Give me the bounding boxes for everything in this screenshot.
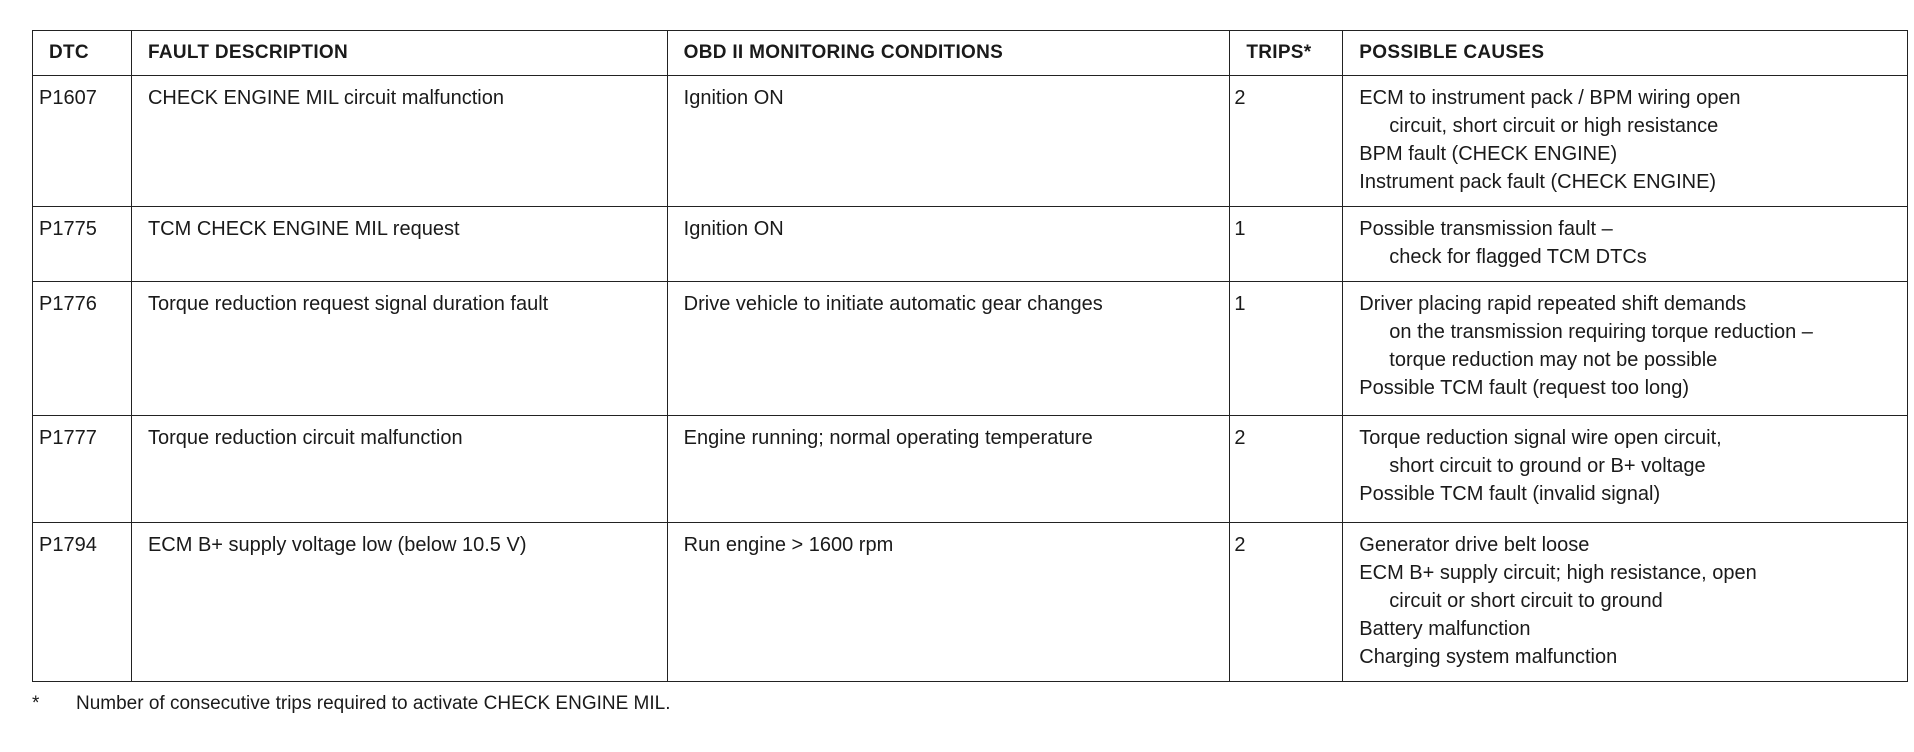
cause-line: short circuit to ground or B+ voltage bbox=[1389, 455, 1706, 477]
dtc-code-cell-text: P1794 bbox=[39, 534, 97, 556]
header-monitoring-conditions: OBD II MONITORING CONDITIONS bbox=[667, 31, 1230, 76]
trips-cell bbox=[1230, 523, 1343, 682]
possible-causes-cell-text bbox=[1343, 282, 1907, 412]
header-possible-causes: POSSIBLE CAUSES bbox=[1343, 31, 1908, 76]
fault-description-cell-text: CHECK ENGINE MIL circuit malfunction bbox=[147, 87, 504, 109]
dtc-code-cell-text: P1775 bbox=[39, 218, 97, 240]
trips-cell-text: 2 bbox=[1234, 427, 1246, 449]
cause-line: BPM fault (CHECK ENGINE) bbox=[1359, 143, 1618, 165]
dtc-code-cell bbox=[33, 76, 132, 207]
fault-description-cell bbox=[131, 523, 667, 682]
monitoring-conditions-cell bbox=[667, 416, 1230, 523]
trips-cell-text: 1 bbox=[1234, 218, 1246, 240]
footnote bbox=[32, 693, 671, 715]
cause-line: circuit, short circuit or high resistance bbox=[1389, 115, 1719, 137]
dtc-code-cell bbox=[33, 207, 132, 282]
possible-causes-cell-text bbox=[1343, 523, 1907, 681]
cause-line: check for flagged TCM DTCs bbox=[1389, 246, 1647, 268]
monitoring-conditions-cell bbox=[667, 282, 1230, 416]
header-fault-description: FAULT DESCRIPTION bbox=[131, 31, 667, 76]
cause-line: Possible transmission fault – bbox=[1359, 218, 1613, 240]
fault-description-cell bbox=[131, 207, 667, 282]
trips-cell-text: 2 bbox=[1234, 534, 1246, 556]
monitoring-conditions-cell bbox=[667, 207, 1230, 282]
fault-description-cell-text: Torque reduction request signal duration fault bbox=[147, 293, 549, 315]
possible-causes-cell-text bbox=[1343, 207, 1907, 281]
dtc-code-cell bbox=[33, 282, 132, 416]
table-row bbox=[33, 76, 1908, 207]
possible-causes-cell bbox=[1343, 207, 1908, 282]
trips-cell bbox=[1230, 282, 1343, 416]
cause-line: ECM B+ supply circuit; high resistance, open bbox=[1359, 562, 1757, 584]
dtc-table bbox=[32, 30, 1908, 682]
cause-line: Battery malfunction bbox=[1359, 618, 1531, 640]
cause-line: circuit or short circuit to ground bbox=[1389, 590, 1663, 612]
trips-cell-text: 2 bbox=[1234, 87, 1246, 109]
monitoring-conditions-cell-text: Run engine > 1600 rpm bbox=[683, 534, 894, 556]
dtc-code-cell bbox=[33, 523, 132, 682]
monitoring-conditions-cell-text: Ignition ON bbox=[683, 87, 784, 109]
monitoring-conditions-cell-text: Drive vehicle to initiate automatic gear changes bbox=[683, 293, 1103, 315]
fault-description-cell bbox=[131, 76, 667, 207]
cause-line: on the transmission requiring torque reduction – bbox=[1389, 321, 1813, 343]
possible-causes-cell bbox=[1343, 282, 1908, 416]
header-row bbox=[33, 31, 1908, 76]
cause-line: ECM to instrument pack / BPM wiring open bbox=[1359, 87, 1741, 109]
cause-line: torque reduction may not be possible bbox=[1389, 349, 1718, 371]
cause-line: Possible TCM fault (invalid signal) bbox=[1359, 483, 1661, 505]
table-row bbox=[33, 416, 1908, 523]
fault-description-cell bbox=[131, 416, 667, 523]
dtc-code-cell-text: P1776 bbox=[39, 293, 97, 315]
possible-causes-cell bbox=[1343, 416, 1908, 523]
cause-line: Generator drive belt loose bbox=[1359, 534, 1590, 556]
monitoring-conditions-cell bbox=[667, 76, 1230, 207]
monitoring-conditions-cell-text: Engine running; normal operating temperature bbox=[683, 427, 1093, 449]
possible-causes-cell-text bbox=[1343, 416, 1907, 518]
table-row bbox=[33, 282, 1908, 416]
trips-cell bbox=[1230, 76, 1343, 207]
table-row bbox=[33, 523, 1908, 682]
cause-line: Driver placing rapid repeated shift demands bbox=[1359, 293, 1747, 315]
possible-causes-cell bbox=[1343, 523, 1908, 682]
header-trips: TRIPS* bbox=[1230, 31, 1343, 76]
monitoring-conditions-cell-text: Ignition ON bbox=[683, 218, 784, 240]
fault-description-cell-text: ECM B+ supply voltage low (below 10.5 V) bbox=[147, 534, 527, 556]
fault-description-cell bbox=[131, 282, 667, 416]
fault-description-cell-text: TCM CHECK ENGINE MIL request bbox=[147, 218, 460, 240]
header-dtc: DTC bbox=[33, 31, 132, 76]
cause-line: Torque reduction signal wire open circuit, bbox=[1359, 427, 1722, 449]
fault-description-cell-text: Torque reduction circuit malfunction bbox=[147, 427, 463, 449]
dtc-code-cell-text: P1607 bbox=[39, 87, 97, 109]
possible-causes-cell bbox=[1343, 76, 1908, 207]
possible-causes-cell-text bbox=[1343, 76, 1907, 206]
cause-line: Possible TCM fault (request too long) bbox=[1359, 377, 1690, 399]
footnote-marker: * bbox=[32, 693, 40, 714]
trips-cell bbox=[1230, 207, 1343, 282]
monitoring-conditions-cell bbox=[667, 523, 1230, 682]
trips-cell-text: 1 bbox=[1234, 293, 1246, 315]
footnote-text: Number of consecutive trips required to activate CHECK ENGINE MIL. bbox=[76, 693, 671, 714]
cause-line: Instrument pack fault (CHECK ENGINE) bbox=[1359, 171, 1717, 193]
dtc-code-cell bbox=[33, 416, 132, 523]
table-row bbox=[33, 207, 1908, 282]
cause-line: Charging system malfunction bbox=[1359, 646, 1618, 668]
trips-cell bbox=[1230, 416, 1343, 523]
dtc-code-cell-text: P1777 bbox=[39, 427, 97, 449]
